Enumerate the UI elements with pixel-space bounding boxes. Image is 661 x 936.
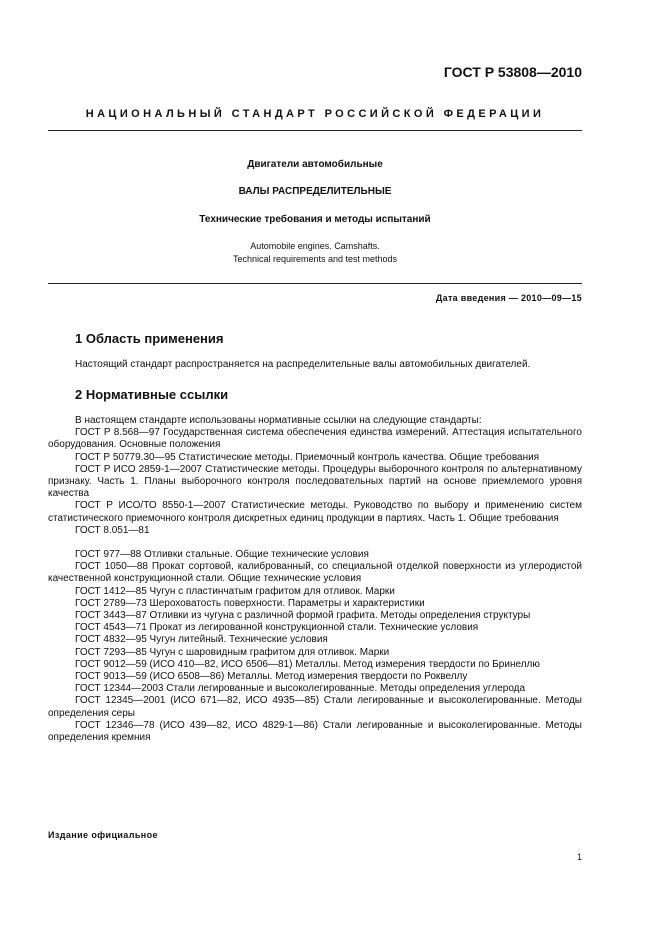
reference-item: ГОСТ 12345—2001 (ИСО 671—82, ИСО 4935—85) Стали легированные и высоколегированные. Методы определения серы <box>48 695 582 719</box>
reference-item: ГОСТ 1412—85 Чугун с пластинчатым графитом для отливок. Марки <box>75 585 395 597</box>
reference-item: ГОСТ 7293—85 Чугун с шаровидным графитом для отливок. Марки <box>75 646 390 658</box>
reference-item: ГОСТ 9013—59 (ИСО 6508—86) Металлы. Метод измерения твердости по Роквеллу <box>75 671 468 683</box>
section-2-heading: 2 Нормативные ссылки <box>75 387 229 402</box>
spacer <box>48 537 582 549</box>
national-standard-banner: НАЦИОНАЛЬНЫЙ СТАНДАРТ РОССИЙСКОЙ ФЕДЕРАЦИИ <box>85 108 545 120</box>
english-title-1: Automobile engines. Camshafts. <box>250 241 380 251</box>
section-1-heading: 1 Область применения <box>75 331 224 346</box>
title-line-1: Двигатели автомобильные <box>247 159 383 170</box>
reference-item: ГОСТ 4832—95 Чугун литейный. Технические условия <box>75 634 328 646</box>
section-1-text: Настоящий стандарт распространяется на распределительные валы автомобильных двигателей. <box>75 359 531 370</box>
introduction-date: Дата введения — 2010—09—15 <box>435 293 582 303</box>
reference-item: ГОСТ 2789—73 Шероховатость поверхности. Параметры и характеристики <box>75 597 425 609</box>
reference-item: ГОСТ Р 8.568—97 Государственная система обеспечения единства измерений. Аттестация испытательного оборудования. Основные положения <box>48 427 582 451</box>
title-divider <box>48 283 582 284</box>
reference-list <box>48 415 582 744</box>
reference-item: ГОСТ 4543—71 Прокат из легированной конструкционной стали. Технические условия <box>75 622 479 634</box>
english-title-2: Technical requirements and test methods <box>232 254 398 264</box>
reference-item: ГОСТ 9012—59 (ИСО 410—82, ИСО 6506—81) Металлы. Метод измерения твердости по Бринеллю <box>75 658 540 670</box>
reference-item: ГОСТ 12344—2003 Стали легированные и высоколегированные. Методы определения углерода <box>75 683 526 695</box>
reference-item: ГОСТ Р ИСО/ТО 8550-1—2007 Статистические методы. Руководство по выбору и применению систем статистического приемочного контроля дискретных единиц продукции в партиях. Часть 1. Общие требования <box>48 500 582 524</box>
reference-item: ГОСТ 8.051—81 <box>75 524 150 536</box>
reference-item: ГОСТ 12346—78 (ИСО 439—82, ИСО 4829-1—86) Стали легированные и высоколегированные. Методы определения кремния <box>48 719 582 744</box>
reference-item: ГОСТ 3443—87 Отливки из чугуна с различной формой графита. Методы определения структуры <box>75 610 531 622</box>
title-line-3: Технические требования и методы испытаний <box>199 214 431 225</box>
references-intro: В настоящем стандарте использованы нормативные ссылки на следующие стандарты: <box>75 415 482 426</box>
reference-item: ГОСТ Р ИСО 2859-1—2007 Статистические методы. Процедуры выборочного контроля по альтернативному признаку. Часть 1. Планы выборочного контроля последовательных партий на основе приемлемого уровня качества <box>48 463 582 500</box>
reference-item: ГОСТ Р 50779.30—95 Статистические методы. Приемочный контроль качества. Общие требования <box>75 451 540 463</box>
reference-item: ГОСТ 977—88 Отливки стальные. Общие технические условия <box>75 549 369 561</box>
official-edition-note: Издание официальное <box>48 830 158 840</box>
reference-item: ГОСТ 1050—88 Прокат сортовой, калиброванный, со специальной отделкой поверхности из углеродистой качественной конструкционной стали. Общие технические условия <box>48 561 582 585</box>
document-number: ГОСТ Р 53808—2010 <box>443 64 582 80</box>
page-number: 1 <box>576 852 582 862</box>
title-line-2: ВАЛЫ РАСПРЕДЕЛИТЕЛЬНЫЕ <box>238 186 392 197</box>
top-divider <box>48 130 582 131</box>
